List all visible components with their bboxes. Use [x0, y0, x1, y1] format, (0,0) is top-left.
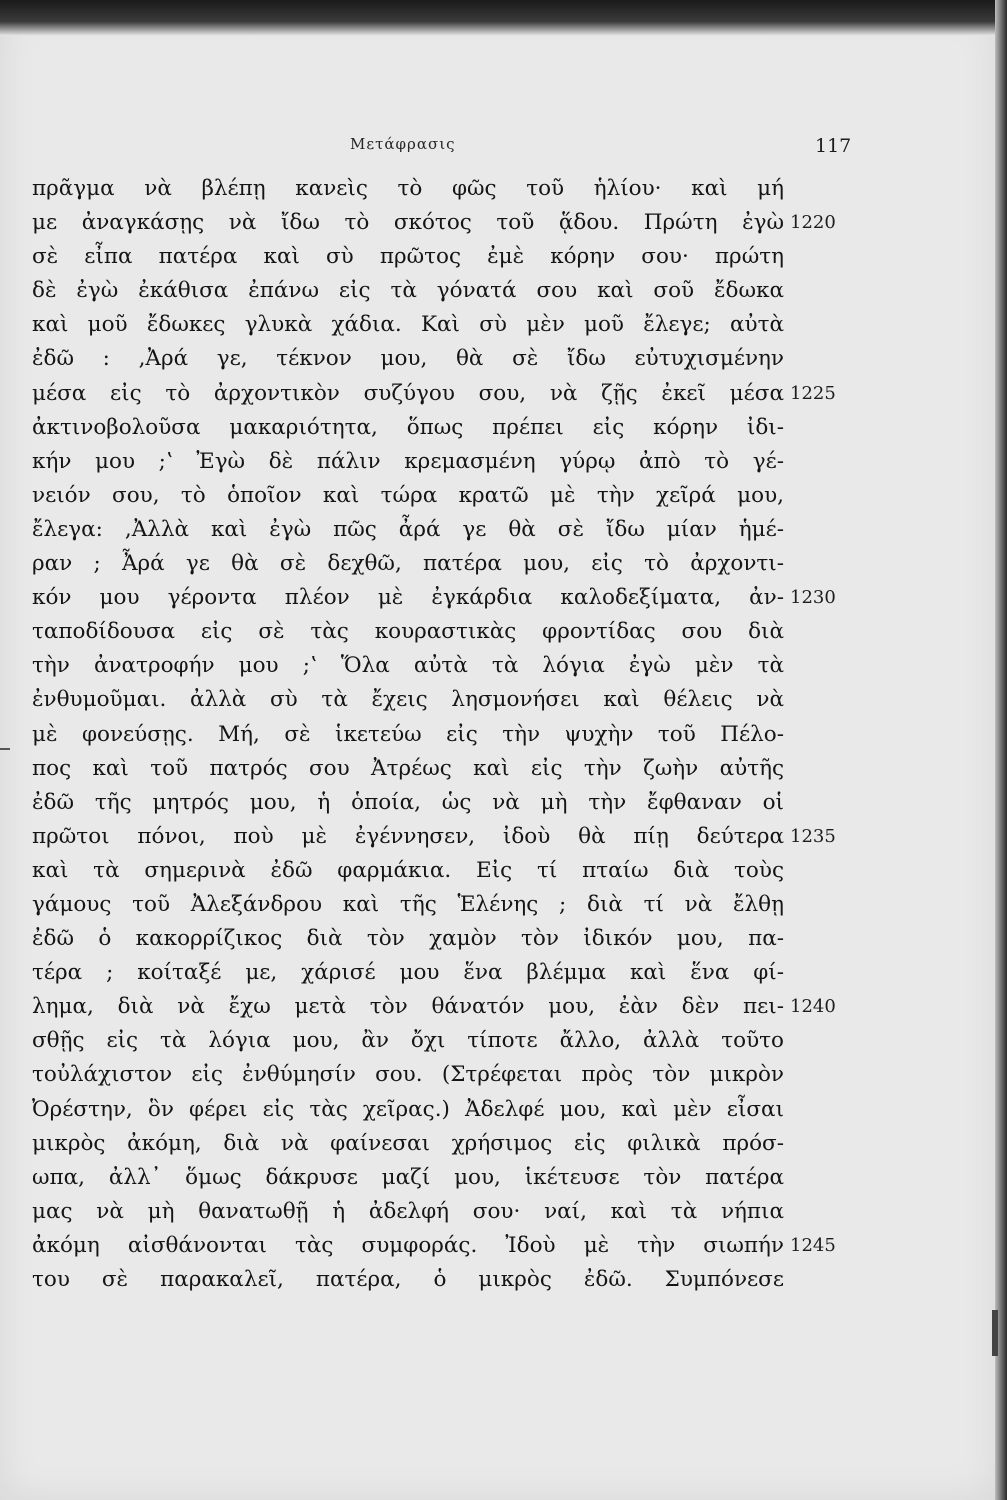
- line-text: σθῇς εἰς τὰ λόγια μου, ἂν ὄχι τίποτε ἄλλο, ἀλλὰ τοῦτο: [32, 1028, 784, 1054]
- line-number: 1245: [790, 1234, 836, 1256]
- line-text: τέρα ; κοίταξέ με, χάρισέ μου ἕνα βλέμμα καὶ ἕνα φί-: [32, 960, 784, 986]
- line-text: με ἀναγκάσῃς νὰ ἴδω τὸ σκότος τοῦ ᾅδου. Πρώτη ἐγὼ: [32, 210, 784, 236]
- text-line: [32, 1024, 862, 1058]
- line-text: του σὲ παρακαλεῖ, πατέρα, ὁ μικρὸς ἐδῶ. Συμπόνεσε: [32, 1267, 784, 1292]
- line-text: μικρὸς ἀκόμη, διὰ νὰ φαίνεσαι χρήσιμος εἰς φιλικὰ πρόσ-: [32, 1130, 784, 1156]
- text-line: [32, 888, 862, 922]
- page-number: 117: [815, 135, 852, 157]
- page-tab-mark: [992, 1310, 998, 1356]
- text-line: [32, 342, 862, 376]
- line-text: ἐνθυμοῦμαι. ἀλλὰ σὺ τὰ ἔχεις λησμονήσει καὶ θέλεις νὰ: [32, 687, 784, 713]
- line-text: καὶ τὰ σημερινὰ ἐδῶ φαρμάκια. Εἰς τί πταίω διὰ τοὺς: [32, 857, 784, 883]
- line-text: μας νὰ μὴ θανατωθῇ ἡ ἀδελφή σου· ναί, καὶ τὰ νήπια: [32, 1198, 784, 1224]
- text-line: [32, 445, 862, 479]
- line-number: 1230: [790, 587, 836, 609]
- line-text: ἐδῶ ὁ κακορρίζικος διὰ τὸν χαμὸν τὸν ἰδικόν μου, πα-: [32, 926, 784, 952]
- line-text: πρῶτοι πόνοι, ποὺ μὲ ἐγέννησεν, ἰδοὺ θὰ πίῃ δεύτερα: [32, 823, 784, 849]
- line-text: πος καὶ τοῦ πατρός σου Ἀτρέως καὶ εἰς τὴν ζωὴν αὐτῆς: [32, 755, 784, 781]
- text-line: [32, 615, 862, 649]
- line-text: ωπα, ἀλλ᾽ ὅμως δάκρυσε μαζί μου, ἱκέτευσε τὸν πατέρα: [32, 1164, 784, 1190]
- line-text: καὶ μοῦ ἔδωκες γλυκὰ χάδια. Καὶ σὺ μὲν μοῦ ἔλεγε; αὐτὰ: [32, 312, 784, 338]
- line-number: 1240: [790, 996, 836, 1018]
- text-line: [32, 990, 862, 1024]
- running-head: Μετάφρασις: [350, 135, 456, 153]
- text-line: [32, 1195, 862, 1229]
- page-header: [0, 135, 1007, 159]
- line-text: Ὀρέστην, ὃν φέρει εἰς τὰς χεῖρας.) Ἀδελφέ μου, καὶ μὲν εἶσαι: [32, 1096, 784, 1122]
- line-text: ἐδῶ : ,Ἀρά γε, τέκνον μου, θὰ σὲ ἴδω εὐτυχισμένην: [32, 346, 784, 372]
- text-line: [32, 547, 862, 581]
- text-line: [32, 1093, 862, 1127]
- text-line: [32, 922, 862, 956]
- line-text: ἀκόμη αἰσθάνονται τὰς συμφοράς. Ἰδοὺ μὲ τὴν σιωπήν: [32, 1232, 784, 1258]
- text-line: [32, 581, 862, 615]
- text-line: [32, 479, 862, 513]
- text-line: [32, 683, 862, 717]
- line-text: λημα, διὰ νὰ ἔχω μετὰ τὸν θάνατόν μου, ἐὰν δὲν πει-: [32, 994, 784, 1020]
- text-line: [32, 956, 862, 990]
- text-line: [32, 411, 862, 445]
- line-text: ἐδῶ τῆς μητρός μου, ἡ ὁποία, ὡς νὰ μὴ τὴν ἔφθαναν οἱ: [32, 789, 784, 815]
- text-line: [32, 172, 862, 206]
- text-line: [32, 1263, 862, 1297]
- text-line: [32, 752, 862, 786]
- line-text: τὴν ἀνατροφήν μου ;ʽ Ὅλα αὐτὰ τὰ λόγια ἐγὼ μὲν τὰ: [32, 653, 784, 679]
- line-text: μὲ φονεύσῃς. Μή, σὲ ἱκετεύω εἰς τὴν ψυχὴν τοῦ Πέλο-: [32, 721, 784, 747]
- text-line: [32, 786, 862, 820]
- text-line: [32, 1058, 862, 1092]
- line-text: νειόν σου, τὸ ὁποῖον καὶ τώρα κρατῶ μὲ τὴν χεῖρά μου,: [32, 482, 784, 508]
- line-text: δὲ ἐγὼ ἐκάθισα ἐπάνω εἰς τὰ γόνατά σου καὶ σοῦ ἔδωκα: [32, 278, 784, 304]
- text-line: [32, 649, 862, 683]
- text-line: [32, 274, 862, 308]
- line-text: σὲ εἶπα πατέρα καὶ σὺ πρῶτος ἐμὲ κόρην σου· πρώτη: [32, 244, 784, 270]
- line-number: 1225: [790, 382, 836, 404]
- line-text: κόν μου γέροντα πλέον μὲ ἐγκάρδια καλοδεξίματα, ἀν-: [32, 585, 784, 611]
- line-text: ἀκτινοβολοῦσα μακαριότητα, ὅπως πρέπει εἰς κόρην ἰδι-: [32, 414, 784, 440]
- line-text: ἔλεγα: ,Ἀλλὰ καὶ ἐγὼ πῶς ἆρά γε θὰ σὲ ἴδω μίαν ἡμέ-: [32, 516, 784, 542]
- line-text: μέσα εἰς τὸ ἀρχοντικὸν συζύγου σου, νὰ ζῇς ἐκεῖ μέσα: [32, 380, 784, 406]
- scan-right-edge: [995, 0, 1007, 1500]
- text-line: [32, 854, 862, 888]
- text-line: [32, 1161, 862, 1195]
- text-line: [32, 1229, 862, 1263]
- scan-top-edge: [0, 0, 1007, 36]
- line-number: 1235: [790, 825, 836, 847]
- line-text: γάμους τοῦ Ἀλεξάνδρου καὶ τῆς Ἑλένης ; διὰ τί νὰ ἔλθῃ: [32, 891, 784, 917]
- text-line: [32, 820, 862, 854]
- line-number: 1220: [790, 212, 836, 234]
- text-line: [32, 377, 862, 411]
- line-text: ταποδίδουσα εἰς σὲ τὰς κουραστικὰς φροντίδας σου διὰ: [32, 619, 784, 645]
- line-text: κήν μου ;ʽ Ἐγὼ δὲ πάλιν κρεμασμένη γύρῳ ἀπὸ τὸ γέ-: [32, 448, 784, 474]
- text-line: [32, 513, 862, 547]
- line-text: τοὐλάχιστον εἰς ἐνθύμησίν σου. (Στρέφεται πρὸς τὸν μικρὸν: [32, 1062, 784, 1088]
- text-line: [32, 718, 862, 752]
- margin-mark: [0, 748, 10, 750]
- line-text: ραν ; Ἆρά γε θὰ σὲ δεχθῶ, πατέρα μου, εἰς τὸ ἀρχοντι-: [32, 551, 784, 577]
- text-line: [32, 308, 862, 342]
- line-text: πρᾶγμα νὰ βλέπῃ κανεὶς τὸ φῶς τοῦ ἡλίου· καὶ μή: [32, 176, 784, 201]
- text-line: [32, 206, 862, 240]
- text-line: [32, 1127, 862, 1161]
- text-line: [32, 240, 862, 274]
- body-text: [32, 172, 862, 1297]
